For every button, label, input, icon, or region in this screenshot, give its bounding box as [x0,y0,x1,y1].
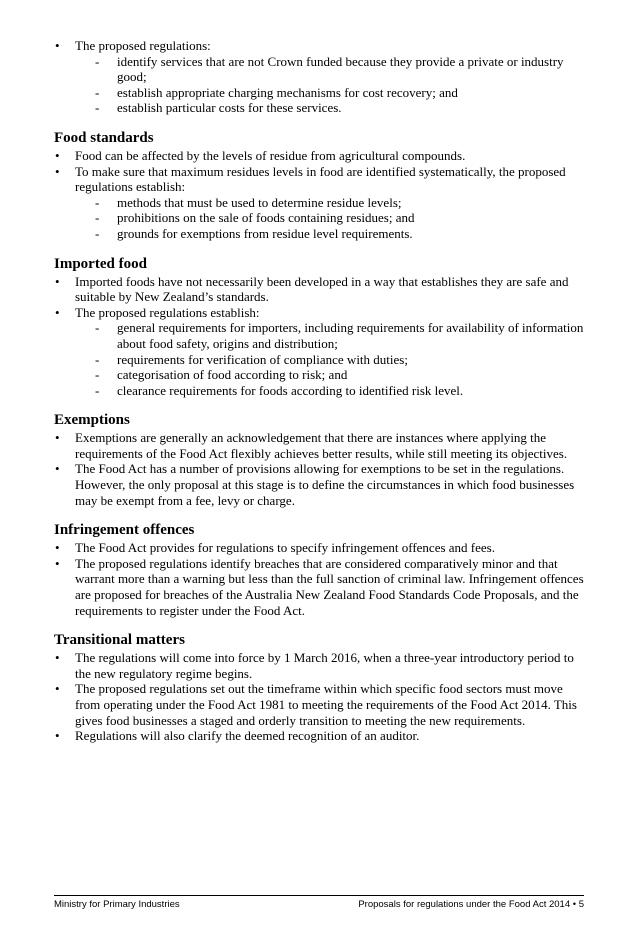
bullet-list [54,650,584,744]
bullet-item: • Regulations will also clarify the deemed recognition of an auditor. [54,728,584,744]
exemptions-section [54,412,584,508]
infringement-section [54,522,584,618]
bullet-list [54,540,584,618]
dash-item: - general requirements for importers, including requirements for availability of information about food safety, origins and distribution; [95,320,584,351]
bullet-item [54,164,584,242]
dash-item: - establish particular costs for these services. [95,100,584,116]
bullet-item: • Exemptions are generally an acknowledgement that there are instances where applying the requirements of the Food Act flexibly achieves better results, while still meeting its objectives. [54,430,584,461]
document-body [54,38,584,758]
bullet-item: • The Food Act provides for regulations to specify infringement offences and fees. [54,540,584,556]
section-heading: Exemptions [54,412,130,429]
section-heading: Transitional matters [54,632,185,649]
bullet-list [54,38,584,116]
bullet-list [54,274,584,399]
dash-item: - prohibitions on the sale of foods containing residues; and [95,210,584,226]
bullet-list [54,148,584,242]
dash-item: - methods that must be used to determine residue levels; [95,195,584,211]
footer-document-title: Proposals for regulations under the Food Act 2014 • 5 [358,899,584,910]
imported-food-section [54,256,584,399]
food-standards-section [54,130,584,242]
bullet-text: To make sure that maximum residues levels in food are identified systematically, the proposed regulations establish: [75,163,566,195]
bullet-item: • The proposed regulations set out the timeframe within which specific food sectors must move from operating under the Food Act 1981 to meeting the requirements of the Food Act 2014. This gives food businesses a staged and orderly transition to meeting the new requirements. [54,681,584,728]
dash-item: - clearance requirements for foods according to identified risk level. [95,383,584,399]
bullet-text: The proposed regulations establish: [75,304,260,320]
dash-item: - grounds for exemptions from residue level requirements. [95,226,584,242]
footer-organisation: Ministry for Primary Industries [54,899,180,910]
dash-item: - establish appropriate charging mechanisms for cost recovery; and [95,85,584,101]
dash-list [75,195,584,242]
bullet-item [54,305,584,399]
bullet-list [54,430,584,508]
bullet-item: • Food can be affected by the levels of residue from agricultural compounds. [54,148,584,164]
dash-list [75,320,584,398]
bullet-text: The proposed regulations: [75,38,211,53]
dash-item: - categorisation of food according to risk; and [95,367,584,383]
intro-section [54,38,584,116]
section-heading: Food standards [54,129,154,146]
section-heading: Imported food [54,255,147,272]
dash-item: - identify services that are not Crown funded because they provide a private or industry good; [95,54,584,85]
page-footer [54,895,584,911]
section-heading: Infringement offences [54,522,195,539]
bullet-item [54,38,584,116]
bullet-item: • The regulations will come into force by 1 March 2016, when a three-year introductory period to the new regulatory regime begins. [54,650,584,681]
bullet-item: • Imported foods have not necessarily been developed in a way that establishes they are safe and suitable by New Zealand’s standards. [54,274,584,305]
transitional-section [54,632,584,744]
bullet-item: • The proposed regulations identify breaches that are considered comparatively minor and that warrant more than a warning but less than the full sanction of criminal law. Infringement offences are proposed for breaches of the Australia New Zealand Food Standards Code Proposals, and the requirements to register under the Food Act. [54,556,584,618]
dash-item: - requirements for verification of compliance with duties; [95,352,584,368]
dash-list [75,54,584,116]
bullet-item: • The Food Act has a number of provisions allowing for exemptions to be set in the regulations. However, the only proposal at this stage is to define the circumstances in which food businesses may be exempt from a fee, levy or charge. [54,461,584,508]
